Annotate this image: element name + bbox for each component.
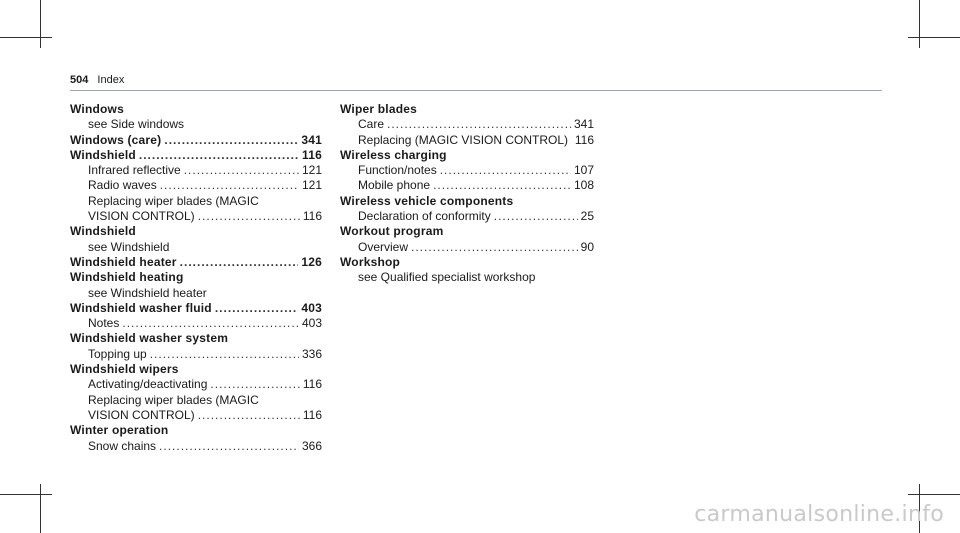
index-subentry-text: Function/notes [358,163,437,178]
index-subentry-text: VISION CONTROL) [88,407,195,422]
index-subentry-text: VISION CONTROL) [88,209,195,224]
index-subentry-text: see Side windows [88,117,185,132]
index-subentry [70,439,322,454]
index-subentry-text: Topping up [88,346,147,361]
index-heading-text: Windshield [70,147,136,162]
index-subentry-text: Mobile phone [358,178,431,193]
index-entry [70,270,322,301]
index-column-left [70,102,322,454]
index-column-right [340,102,594,286]
index-subentry-text: Infrared reflective [88,163,181,178]
leader-dots [180,255,299,270]
index-subentry-text: Notes [88,316,120,331]
index-heading [70,255,322,270]
index-entry [340,148,594,194]
index-heading-text: Windshield heater [70,254,177,269]
index-heading-text: Windows [70,102,124,116]
index-subentry-text: Replacing (MAGIC VISION CONTROL) [358,132,569,147]
index-subentry [70,178,322,193]
watermark: carmanualsonline.info [694,502,944,527]
index-subentry-text: Overview [358,239,409,254]
index-heading-text: Windshield washer system [70,331,229,346]
index-heading-text: Wiper blades [340,102,417,116]
leader-dots [433,178,571,193]
index-entry [340,255,594,286]
index-subentry-text: Care [358,117,385,132]
index-heading-text: Windshield washer fluid [70,300,212,315]
index-subentry [70,163,322,178]
index-entry [70,148,322,224]
index-heading-text: Winter operation [70,423,169,438]
index-heading [70,133,322,148]
index-subentry [340,270,594,285]
index-subentry [340,133,594,148]
index-heading [340,194,594,209]
page-ref[interactable]: 116 [302,407,322,422]
page-ref[interactable]: 90 [580,239,594,254]
leader-dots [215,301,299,316]
index-heading [70,331,322,346]
leader-dots [150,347,299,362]
index-subentry-text: Activating/deactivating [88,377,208,392]
page-header [70,74,124,86]
index-subentry-text: Replacing wiper blades (MAGIC [88,193,259,208]
index-subentry [70,286,322,301]
page-ref[interactable]: 107 [573,163,594,178]
page-ref[interactable]: 116 [302,147,322,162]
index-entry [70,423,322,454]
index-heading [70,423,322,438]
index-subentry [70,408,322,423]
index-heading [340,224,594,239]
section-title: Index [97,74,125,86]
index-heading-text: Workshop [340,254,401,269]
leader-dots [571,133,572,148]
index-entry [70,133,322,148]
index-heading-text: Windshield heating [70,270,184,285]
leader-dots [159,439,299,454]
index-heading-text: Windshield wipers [70,362,179,377]
index-subentry-text: see Qualified specialist workshop [358,270,536,285]
page-ref[interactable]: 121 [301,178,322,193]
leader-dots [440,163,571,178]
index-heading-text: Wireless charging [340,147,447,162]
header-divider [70,90,882,91]
index-heading [340,148,594,163]
page-ref[interactable]: 403 [301,300,322,315]
page-ref[interactable]: 341 [301,132,322,147]
index-subentry-text: Declaration of conformity [358,209,491,224]
index-heading-text: Workout program [340,224,444,239]
page-ref[interactable]: 126 [301,254,322,269]
index-subentry [70,194,322,209]
page-ref[interactable]: 121 [301,163,322,178]
index-entry [340,194,594,225]
leader-dots [160,178,299,193]
index-heading [340,102,594,117]
index-subentry [340,163,594,178]
index-subentry [70,117,322,132]
index-entry [340,102,594,148]
index-heading [70,102,322,117]
index-subentry-text: see Windshield heater [88,285,207,300]
index-entry [70,301,322,332]
page-ref[interactable]: 25 [580,209,594,224]
index-heading [340,255,594,270]
index-entry [340,224,594,255]
index-entry [70,331,322,362]
index-heading [70,224,322,239]
index-subentry [70,377,322,392]
index-heading [70,301,322,316]
page-ref[interactable]: 341 [573,117,594,132]
page-number: 504 [70,74,89,86]
leader-dots [139,148,299,163]
index-heading [70,148,322,163]
page-ref[interactable]: 403 [301,316,322,331]
index-entry [70,362,322,423]
index-subentry-text: Replacing wiper blades (MAGIC [88,392,259,407]
page-ref[interactable]: 116 [302,377,322,392]
index-entry [70,224,322,255]
leader-dots [198,209,300,224]
leader-dots [198,408,300,423]
page-ref[interactable]: 116 [574,132,594,147]
index-subentry [70,209,322,224]
index-heading [70,270,322,285]
index-subentry [70,393,322,408]
index-subentry [340,178,594,193]
index-subentry [70,316,322,331]
index-subentry [340,209,594,224]
leader-dots [184,163,299,178]
page-ref[interactable]: 366 [301,438,322,453]
index-heading [70,362,322,377]
index-subentry [70,347,322,362]
leader-dots [210,377,299,392]
index-subentry-text: Snow chains [88,438,157,453]
index-subentry-text: see Windshield [88,239,170,254]
index-subentry [70,240,322,255]
leader-dots [494,209,578,224]
leader-dots [411,240,578,255]
leader-dots [164,133,298,148]
page-ref[interactable]: 336 [301,346,322,361]
index-entry [70,255,322,270]
index-subentry [340,117,594,132]
index-heading-text: Windows (care) [70,132,162,147]
index-entry [70,102,322,133]
index-heading-text: Wireless vehicle components [340,193,514,208]
leader-dots [387,117,571,132]
page-ref[interactable]: 116 [302,209,322,224]
index-subentry-text: Radio waves [88,178,157,193]
page-ref[interactable]: 108 [573,178,594,193]
index-subentry [340,240,594,255]
leader-dots [122,316,299,331]
index-heading-text: Windshield [70,224,136,239]
